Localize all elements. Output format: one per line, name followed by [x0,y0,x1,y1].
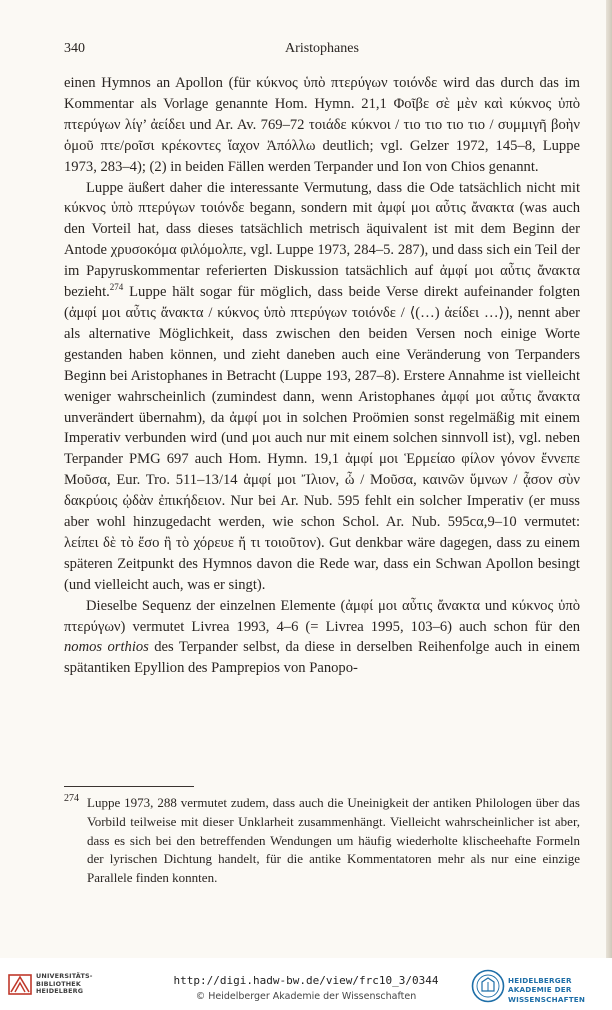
running-title: Aristophanes [285,41,359,56]
footnote-number: 274 [64,793,79,804]
academy-logo-text: HEIDELBERGER AKADEMIE DER WISSENSCHAFTEN [508,976,586,1004]
paragraph-2-text-b: Luppe hält sogar für möglich, dass beide Verse direkt aufeinander folgten (ἀμφί μοι αὖτις ἄνακτα / κύκνος ὑπὸ πτερύγων τοιόνδε / ⟨(…) ἀείδει …⟩), nennt aber als alternative Möglichkeit, dass zwischen den beiden Versen noch einige Worte gestanden haben können, und zieht daneben auch eine Veränderung von Terpanders Beginn bei Aristophanes in Betracht (Luppe 193, 287–8). Erstere Annahme ist vielleicht weniger wahrscheinlich (zumindest dann, wenn Aristophanes ἀμφί μοι αὖτις ἄνακτα unverändert übernahm), da ἀμφί μοι in solchen Proömien sonst regelmäßig mit einem Imperativ verbunden wird (und μοι auch nur mit einem solchen sinnvoll ist), vgl. neben Terpander PMG 697 auch Hom. Hymn. 19,1 ἀμφί μοι Ἑρμείαο φίλον γόνον ἔννεπε Μοῦσα, Eur. Tro. 511–13/14 ἀμφί μοι Ἴλιον, ὦ / Μοῦσα, καινῶν ὕμνων / ᾆσον σὺν δακρύοις ᾠδὰν ἐπικήδειον. Nur bei Ar. Nub. 595 fehlt ein solcher Imperativ (er muss aber wohl hinzugedacht werden, wie schon Schol. Ar. Nub. 595cα,9–10 vermutet: λείπει δὲ τὸ ἔσο ἢ τὸ χόρευε ἤ τι τοιοῦτον). Gut denkbar wäre dagegen, dass zu einem späteren Zeitpunkt des Hymnos davon die Rede war, dass ein Schwan Apollon besingt (und vielleicht auch, was er singt). [64,284,580,593]
page-number: 340 [64,41,85,56]
academy-logo[interactable] [471,968,606,1004]
footnote [64,794,580,888]
paragraph-1: einen Hymnos an Apollon (für κύκνος ὑπὸ πτερύγων τοιόνδε wird das durch das im Kommentar als Vorlage genannte Hom. Hymn. 21,1 Φοῖβε σὲ μὲν καὶ κύκνος ὑπὸ πτερύγων λίγ’ ἀείδει und Ar. Av. 769–72 τοιάδε κύκνοι / τιο τιο τιο τιο / συμμιγῆ βοὴν ὁμοῦ πτε/ροῖσι κρέκοντες ἴαχον Ἀπόλλω deutlich; vgl. Gelzer 1972, 145–8, Luppe 1973, 283–4); (2) in beiden Fällen werden Terpander und Ion von Chios genannt. [64,75,580,175]
paragraph-3 [64,596,580,680]
page-edge-shadow [606,0,612,958]
footnote-reference[interactable]: 274 [109,282,124,293]
paragraph-3-text-a: Dieselbe Sequenz der einzelnen Elemente (ἀμφί μοι αὖτις ἄνακτα und κύκνος ὑπὸ πτερύγων) vermutet Livrea 1993, 4–6 (= Livrea 1995, 103–6) auch schon für den [64,597,580,635]
paragraph-2-text-a: Luppe äußert daher die interessante Vermutung, dass die Ode tatsächlich nicht mit κύκνος ὑπὸ πτερύγων τοιόνδε begann, sondern mit ἀμφί μοι αὖτις ἄνακτα (was auch den Vorteil hat, dass dieses tatsächlich metrisch äquivalent ist mit dem Beginn der Antode χρυσοκόμα φιλόμολπε, vgl. Luppe 1973, 284–5. 287), und dass sich ein Teil der im Papyruskommentar referierten Diskussion tatsächlich auf ἀμφί μοι αὖτις ἄνακτα bezieht. [64,179,580,301]
footnote-separator [64,786,194,787]
academy-seal-icon [471,969,505,1003]
viewer-footer [0,962,612,1010]
permalink-url[interactable]: http://digi.hadw-bw.de/view/frc10_3/0344 [173,974,439,987]
copyright-notice: © Heidelberger Akademie der Wissenschaften [195,991,417,1002]
paragraph-3-text-b: des Terpander selbst, da diese in derselben Reihenfolge auch in einem spätantiken Epyllion des Pamprepios von Panopo- [64,639,580,677]
paragraph-3-italic: nomos orthios [64,639,149,656]
body-text [64,73,580,679]
library-emblem-icon [8,972,32,996]
university-library-logo-text: UNIVERSITÄTS- BIBLIOTHEK HEIDELBERG [36,972,93,996]
university-library-logo[interactable] [8,970,118,1002]
paragraph-2 [64,178,580,596]
footnote-text: Luppe 1973, 288 vermutet zudem, dass auch die Uneinigkeit der antiken Philologen über das Vorbild teilweise mit dieser Unklarheit zusammenhängt. Vielleicht wahrscheinlicher ist aber, dass es sich bei den betreffenden Wendungen um häufig wiederholte klischeehafte Formeln der lyrischen Dichtung handelt, für die antike Kommentatoren mehr als nur eine einzige Parallele finden konnten. [87,795,580,886]
footer-center [140,974,472,1003]
